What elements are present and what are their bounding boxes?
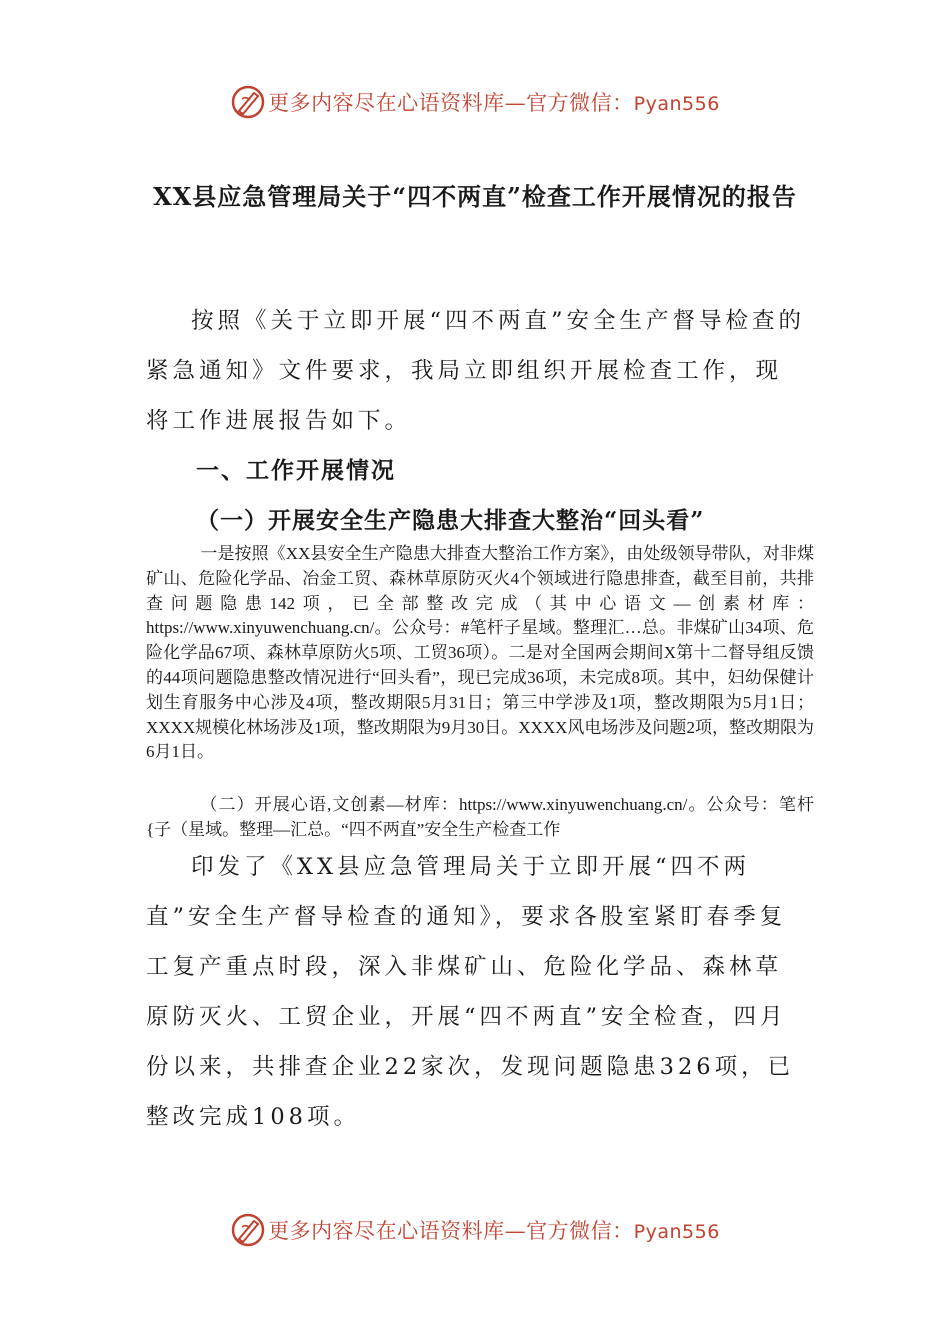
body-paragraph: 印发了《XX县应急管理局关于立即开展“四不两直”安全生产督导检查的通知》，要求各股室紧盯春季复工复产重点时段，深入非煤矿山、危险化学品、森林草原防灭火、工贸企业，开展“四不两直”安全检查，四月份以来，共排查企业22家次，发现问题隐患326项，已整改完成108项。 — [146, 854, 795, 1130]
pen-logo-icon — [230, 84, 266, 120]
intro-paragraph: 按照《关于立即开展“四不两直”安全生产督导检查的紧急通知》文件要求，我局立即组织开展检查工作，现将工作进展报告如下。 — [146, 308, 806, 434]
header-watermark-banner — [0, 82, 950, 122]
banner-text: 更多内容尽在心语资料库—官方微信：Pyan556 — [268, 1219, 720, 1243]
small-paragraph-2: （二）开展心语,文创素—材库：https://www.xinyuwenchuang.cn/。公众号：笔杆{子（星域。整理—汇总。“四不两直”安全生产检查工作 — [146, 795, 814, 839]
section-heading-1: 一、工作开展情况 — [196, 457, 396, 484]
footer-watermark-banner — [0, 1210, 950, 1250]
wechat-handle: Pyan556 — [633, 1221, 720, 1243]
document-title: XX县应急管理局关于“四不两直”检查工作开展情况的报告 — [153, 182, 797, 211]
banner-text: 更多内容尽在心语资料库—官方微信：Pyan556 — [268, 91, 720, 115]
small-paragraph-1: 一是按照《XX县安全生产隐患大排查大整治工作方案》，由处级领导带队，对非煤矿山、危险化学品、冶金工贸、森林草原防灭火4个领域进行隐患排查，截至目前，共排查问题隐患142项，已全部整改完成（其中心语文—创素材库：https://www.xinyuwenchuang.cn/。公众号：#笔杆子星域。整理汇…总。非煤矿山34项、危险化学品67项、森林草原防火5项、工贸36项）。二是对全国两会期间X第十二督导组反馈的44项问题隐患整改情况进行“回头看”，现已完成36项，未完成8项。其中，妇幼保健计划生育服务中心涉及4项，整改期限5月31日；第三中学涉及1项，整改期限为5月1日；XXXX规模化林场涉及1项，整改期限为9月30日。XXXX风电场涉及问题2项，整改期限为6月1日。 — [146, 544, 814, 762]
pen-logo-icon — [230, 1212, 266, 1248]
wechat-handle: Pyan556 — [633, 93, 720, 115]
subsection-heading-1: （一）开展安全生产隐患大排查大整治“回头看” — [196, 507, 705, 534]
